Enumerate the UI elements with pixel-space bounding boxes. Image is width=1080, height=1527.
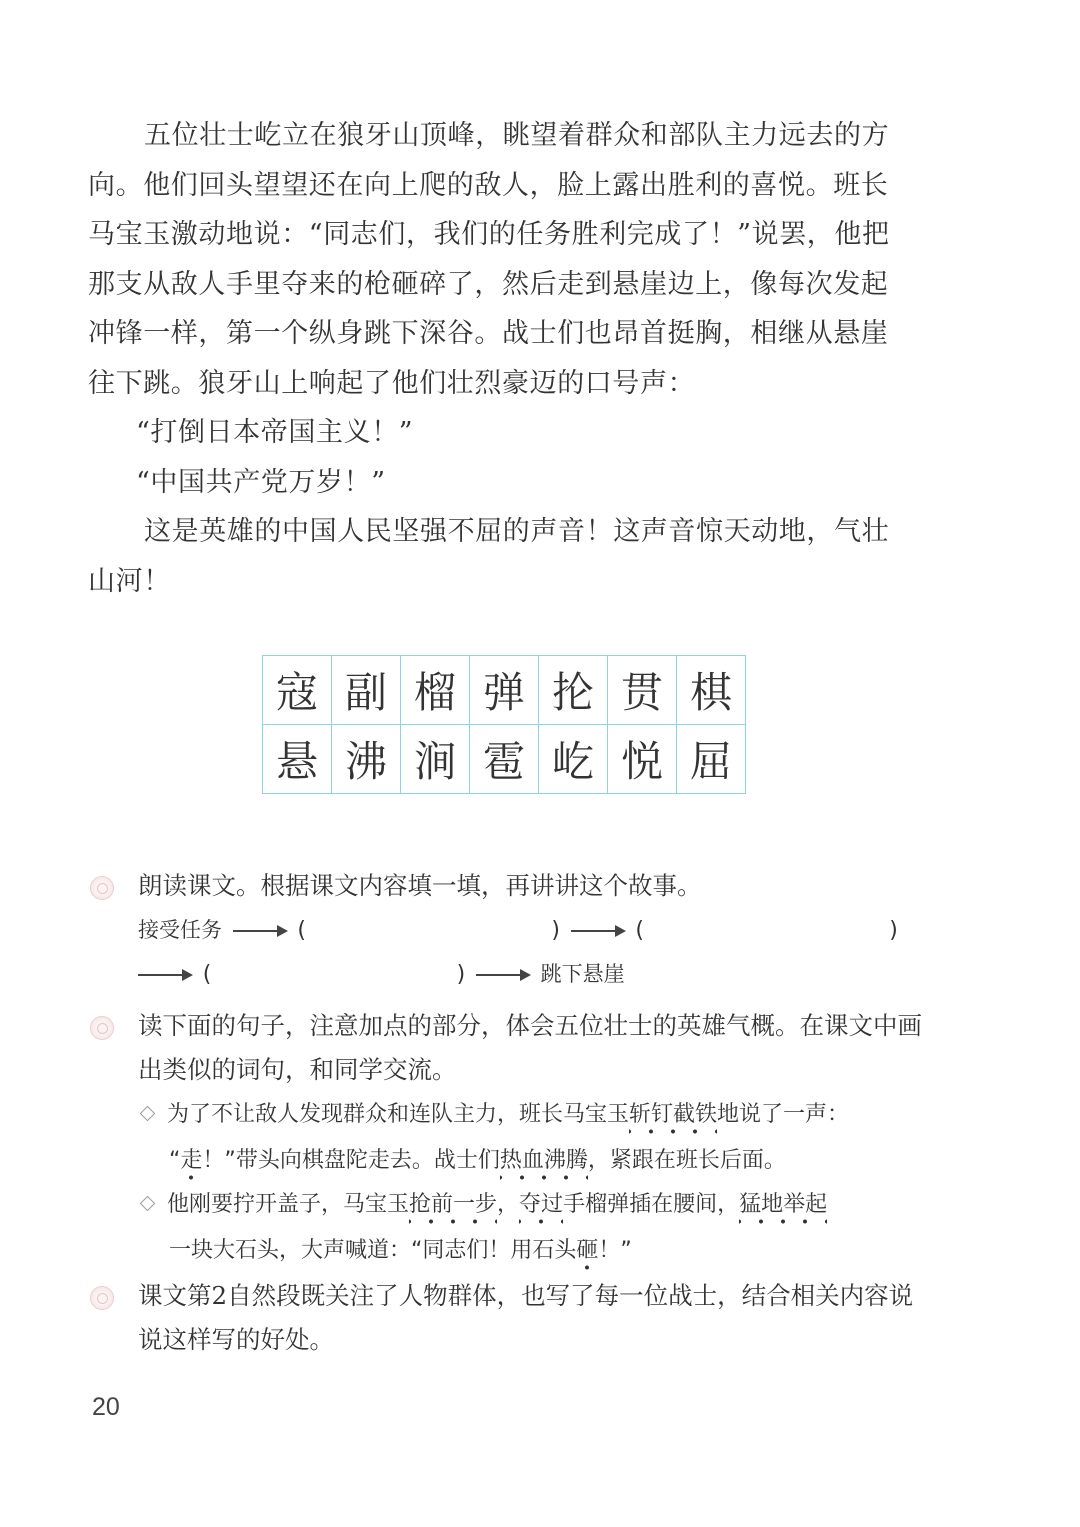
passage-line: 五位壮士屹立在狼牙山顶峰，眺望着群众和部队主力远去的方 — [144, 120, 890, 151]
blank-open: ( — [635, 918, 644, 943]
passage-line: 这是英雄的中国人民坚强不屈的声音！这声音惊天动地，气壮 — [144, 516, 890, 547]
char-cell: 悬 — [263, 725, 332, 794]
flow-start: 接受任务 — [138, 918, 222, 942]
diamond-bullet-icon — [140, 1106, 156, 1122]
emphasized-text: 夺过 — [519, 1192, 564, 1217]
example-text: 地说了一声： — [717, 1102, 850, 1127]
char-cell: 涧 — [401, 725, 470, 794]
blank-close: ) — [889, 918, 898, 943]
exercise-marker-icon — [90, 876, 114, 900]
char-grid-row — [263, 656, 746, 725]
arrow-right-icon — [233, 930, 285, 932]
blank-open: ( — [202, 962, 212, 987]
emphasized-text: 抢前一步 — [409, 1192, 498, 1217]
exercise-prompt — [138, 1274, 920, 1362]
passage — [88, 111, 918, 606]
char-cell: 寇 — [263, 656, 332, 725]
exercise-line: 读下面的句子，注意加点的部分，体会五位壮士的英雄气概。在课文中画 — [138, 1011, 922, 1040]
example-text: 为了不让敌人发现群众和连队主力，班长马宝玉 — [167, 1102, 630, 1127]
story-flow-row-1 — [138, 914, 898, 944]
char-cell: 榴 — [401, 656, 470, 725]
example-text: 他刚要拧开盖子，马宝玉 — [167, 1192, 410, 1217]
char-cell: 悦 — [608, 725, 677, 794]
flow-end: 跳下悬崖 — [540, 962, 625, 986]
blank-close: ) — [551, 918, 560, 943]
page-number: 20 — [92, 1393, 120, 1421]
emphasized-text: 走 — [180, 1148, 203, 1173]
blank-close: ) — [456, 962, 466, 987]
emphasized-text: 热血沸腾 — [499, 1148, 588, 1173]
example-sentence-1 — [138, 1092, 928, 1184]
emphasized-text: 猛地举起 — [739, 1192, 828, 1217]
example-text: 手榴弹插在腰间， — [563, 1192, 740, 1217]
char-grid-row — [263, 725, 746, 794]
example-text: 一块大石头，大声喊道：“同志们！用石头 — [169, 1238, 577, 1263]
exercise-prompt — [138, 1004, 920, 1092]
exercise-marker-icon — [90, 1016, 114, 1040]
passage-line: 马宝玉激动地说：“同志们，我们的任务胜利完成了！”说罢，他把 — [88, 219, 890, 250]
diamond-bullet-icon — [140, 1196, 156, 1212]
char-cell: 屹 — [539, 725, 608, 794]
passage-line: 冲锋一样，第一个纵身跳下深谷。战士们也昂首挺胸，相继从悬崖 — [88, 318, 889, 349]
char-cell: 弹 — [470, 656, 539, 725]
emphasized-text: 砸 — [576, 1238, 599, 1263]
example-text: ！”带头向棋盘陀走去。战士们 — [202, 1148, 500, 1173]
char-cell: 屈 — [677, 725, 746, 794]
arrow-right-icon — [476, 974, 528, 976]
char-cell: 沸 — [332, 725, 401, 794]
example-text: ！” — [598, 1238, 632, 1263]
passage-line: 向。他们回头望望还在向上爬的敌人，脸上露出胜利的喜悦。班长 — [88, 169, 889, 201]
exercise-line: 说这样写的好处。 — [138, 1325, 334, 1354]
char-cell: 雹 — [470, 725, 539, 794]
slogan-line: “中国共产党万岁！” — [136, 466, 386, 498]
exercise-prompt — [138, 864, 920, 908]
example-text: ， — [497, 1192, 520, 1217]
blank-open: ( — [297, 918, 306, 943]
exercise-line: 课文第2自然段既关注了人物群体，也写了每一位战士，结合相关内容说 — [138, 1281, 914, 1310]
passage-line: 山河！ — [88, 565, 171, 597]
slogan-line: “打倒日本帝国主义！” — [136, 417, 414, 448]
example-text: “ — [169, 1148, 181, 1173]
passage-line: 那支从敌人手里夺来的枪砸碎了，然后走到悬崖边上，像每次发起 — [88, 268, 889, 300]
new-characters-grid — [262, 655, 746, 794]
char-cell: 抡 — [539, 656, 608, 725]
char-cell: 副 — [332, 656, 401, 725]
example-sentence-2 — [138, 1182, 928, 1274]
exercise-line: 朗读课文。根据课文内容填一填，再讲讲这个故事。 — [138, 871, 702, 900]
example-text: ，紧跟在班长后面。 — [587, 1148, 786, 1173]
exercise-line: 出类似的词句，和同学交流。 — [138, 1055, 457, 1084]
passage-line: 往下跳。狼牙山上响起了他们壮烈豪迈的口号声： — [88, 367, 696, 399]
exercise-marker-icon — [90, 1286, 114, 1310]
story-flow-row-2 — [138, 958, 625, 988]
emphasized-text: 斩钉截铁 — [629, 1102, 718, 1127]
arrow-right-icon — [138, 974, 190, 976]
char-cell: 棋 — [677, 656, 746, 725]
arrow-right-icon — [571, 930, 623, 932]
char-cell: 贯 — [608, 656, 677, 725]
